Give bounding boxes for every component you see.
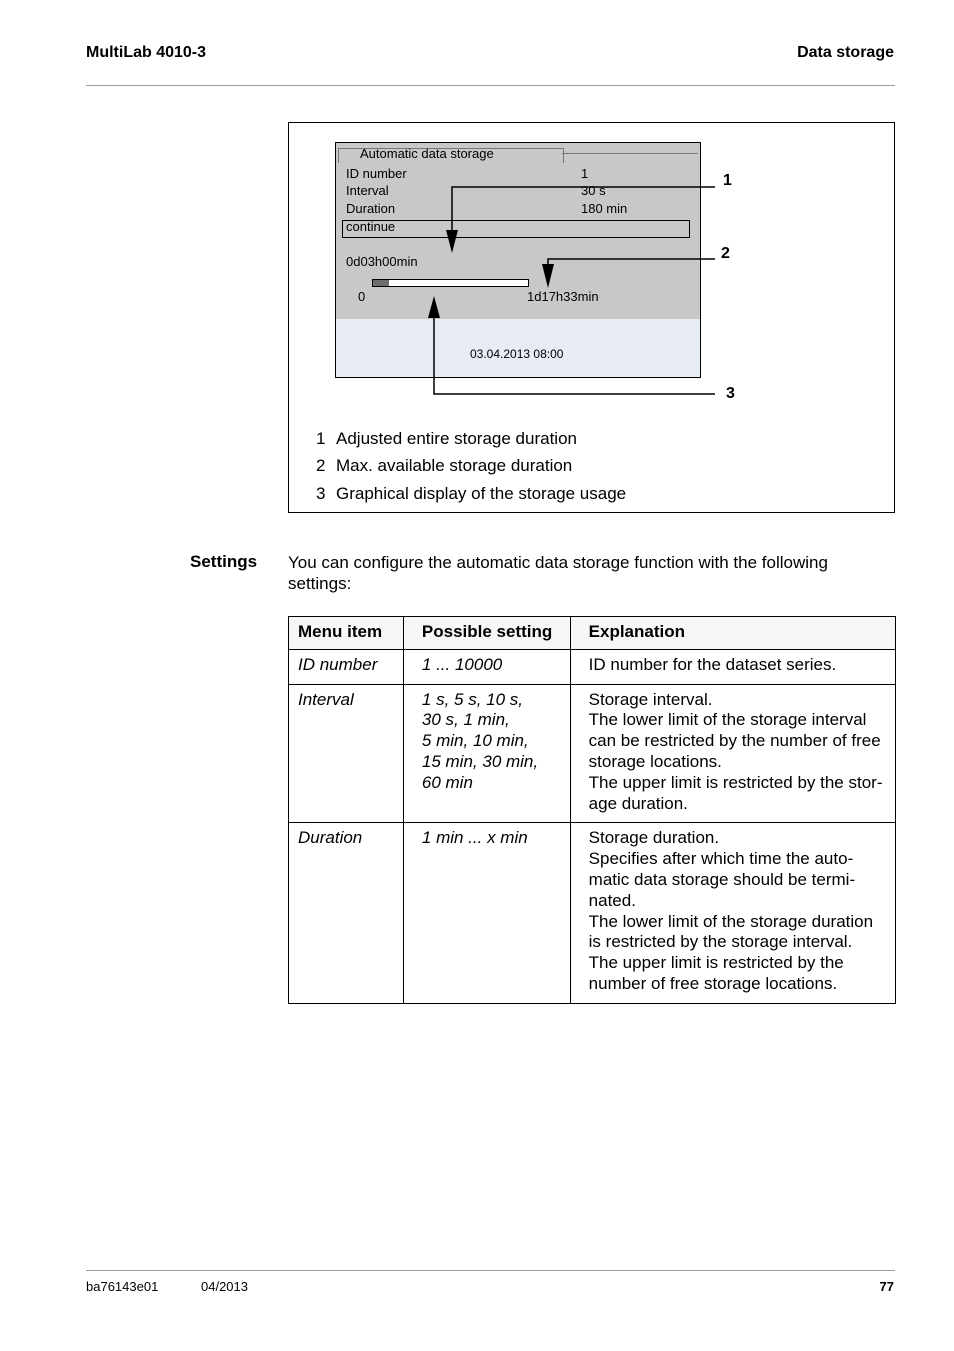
setting-line: 30 s, 1 min, — [421, 710, 510, 730]
setting-line: 15 min, 30 min, — [421, 751, 539, 771]
explanation-line: The lower limit of the storage duration — [588, 911, 874, 931]
table-header-row — [289, 617, 896, 650]
callout-number-2: 2 — [721, 245, 730, 262]
menu-item-cell: ID number — [289, 649, 404, 684]
settings-table — [288, 616, 896, 1004]
menu-item-cell: Duration — [289, 823, 404, 1003]
screen-datetime: 03.04.2013 08:00 — [470, 347, 564, 361]
explanation-line: Specifies after which time the auto- — [588, 849, 854, 869]
callout-2-line — [548, 259, 715, 272]
footer-doc-number: ba76143e01 — [86, 1279, 159, 1294]
explanation-line: Storage interval. — [588, 689, 713, 709]
menu-item-cell: Interval — [289, 684, 404, 823]
explanation-line: storage locations. — [588, 751, 722, 771]
callout-1-line — [452, 187, 715, 238]
setting-cell — [403, 684, 570, 823]
duration-readout: 0d03h00min — [346, 254, 418, 269]
explanation-line: nated. — [588, 890, 636, 910]
footer-date: 04/2013 — [201, 1279, 248, 1294]
legend-item — [316, 484, 626, 504]
legend-text: Max. available storage duration — [336, 456, 573, 475]
setting-line: 60 min — [421, 772, 473, 792]
explanation-cell — [570, 684, 895, 823]
setting-line: 1 min ... x min — [421, 828, 528, 848]
header-title: MultiLab 4010-3 — [86, 44, 207, 61]
explanation-line: The lower limit of the storage interval — [588, 710, 867, 730]
explanation-line: can be restricted by the number of free — [588, 731, 881, 751]
bar-min-label: 0 — [358, 289, 366, 304]
explanation-line: matic data storage should be termi- — [588, 869, 856, 889]
explanation-cell — [570, 649, 895, 684]
callout-1-arrowhead — [446, 230, 458, 253]
settings-intro-line: You can configure the automatic data storage function with the following — [288, 553, 828, 572]
callout-3-line — [434, 312, 715, 394]
footer-divider — [86, 1270, 895, 1271]
legend-item — [316, 429, 577, 449]
explanation-line: age duration. — [588, 793, 688, 813]
explanation-line: number of free storage locations. — [588, 973, 838, 993]
settings-intro — [288, 552, 888, 594]
legend-text: Graphical display of the storage usage — [336, 484, 627, 503]
table-row — [289, 649, 896, 684]
explanation-line: Storage duration. — [588, 828, 720, 848]
legend-number: 2 — [316, 456, 326, 475]
callout-2-arrowhead — [542, 264, 554, 288]
legend-text: Adjusted entire storage duration — [336, 429, 577, 448]
column-header: Explanation — [570, 617, 895, 650]
column-header: Menu item — [289, 617, 404, 650]
continue-label: continue — [346, 219, 396, 234]
settings-heading: Settings — [190, 552, 258, 571]
header-section: Data storage — [797, 44, 894, 61]
screen-row-label: Duration — [346, 201, 396, 216]
screen-title: Automatic data storage — [360, 146, 494, 161]
screen-row-label: Interval — [346, 183, 389, 198]
explanation-line: ID number for the dataset series. — [588, 654, 837, 674]
bar-max-label: 1d17h33min — [527, 289, 599, 304]
setting-cell — [403, 823, 570, 1003]
legend-number: 3 — [316, 484, 326, 503]
page-number: 77 — [879, 1279, 894, 1294]
callout-3-arrowhead — [428, 296, 440, 318]
screen-row-label: ID number — [346, 166, 407, 181]
legend-number: 1 — [316, 429, 326, 448]
table-row — [289, 823, 896, 1003]
table-row — [289, 684, 896, 823]
screen-row-value: 180 min — [581, 201, 628, 216]
explanation-cell — [570, 823, 895, 1003]
callout-number-3: 3 — [726, 385, 735, 402]
explanation-line: is restricted by the storage interval. — [588, 932, 853, 952]
explanation-line: The upper limit is restricted by the — [588, 953, 844, 973]
setting-line: 1 ... 10000 — [421, 654, 503, 674]
callout-number-1: 1 — [723, 172, 732, 189]
setting-line: 1 s, 5 s, 10 s, — [421, 689, 523, 709]
screen-row-value: 1 — [581, 166, 589, 181]
legend-item — [316, 456, 572, 476]
screen-row-value: 30 s — [581, 183, 606, 198]
column-header: Possible setting — [403, 617, 570, 650]
settings-intro-line: settings: — [288, 574, 352, 593]
explanation-line: The upper limit is restricted by the stor- — [588, 772, 883, 792]
setting-line: 5 min, 10 min, — [421, 731, 529, 751]
setting-cell — [403, 649, 570, 684]
